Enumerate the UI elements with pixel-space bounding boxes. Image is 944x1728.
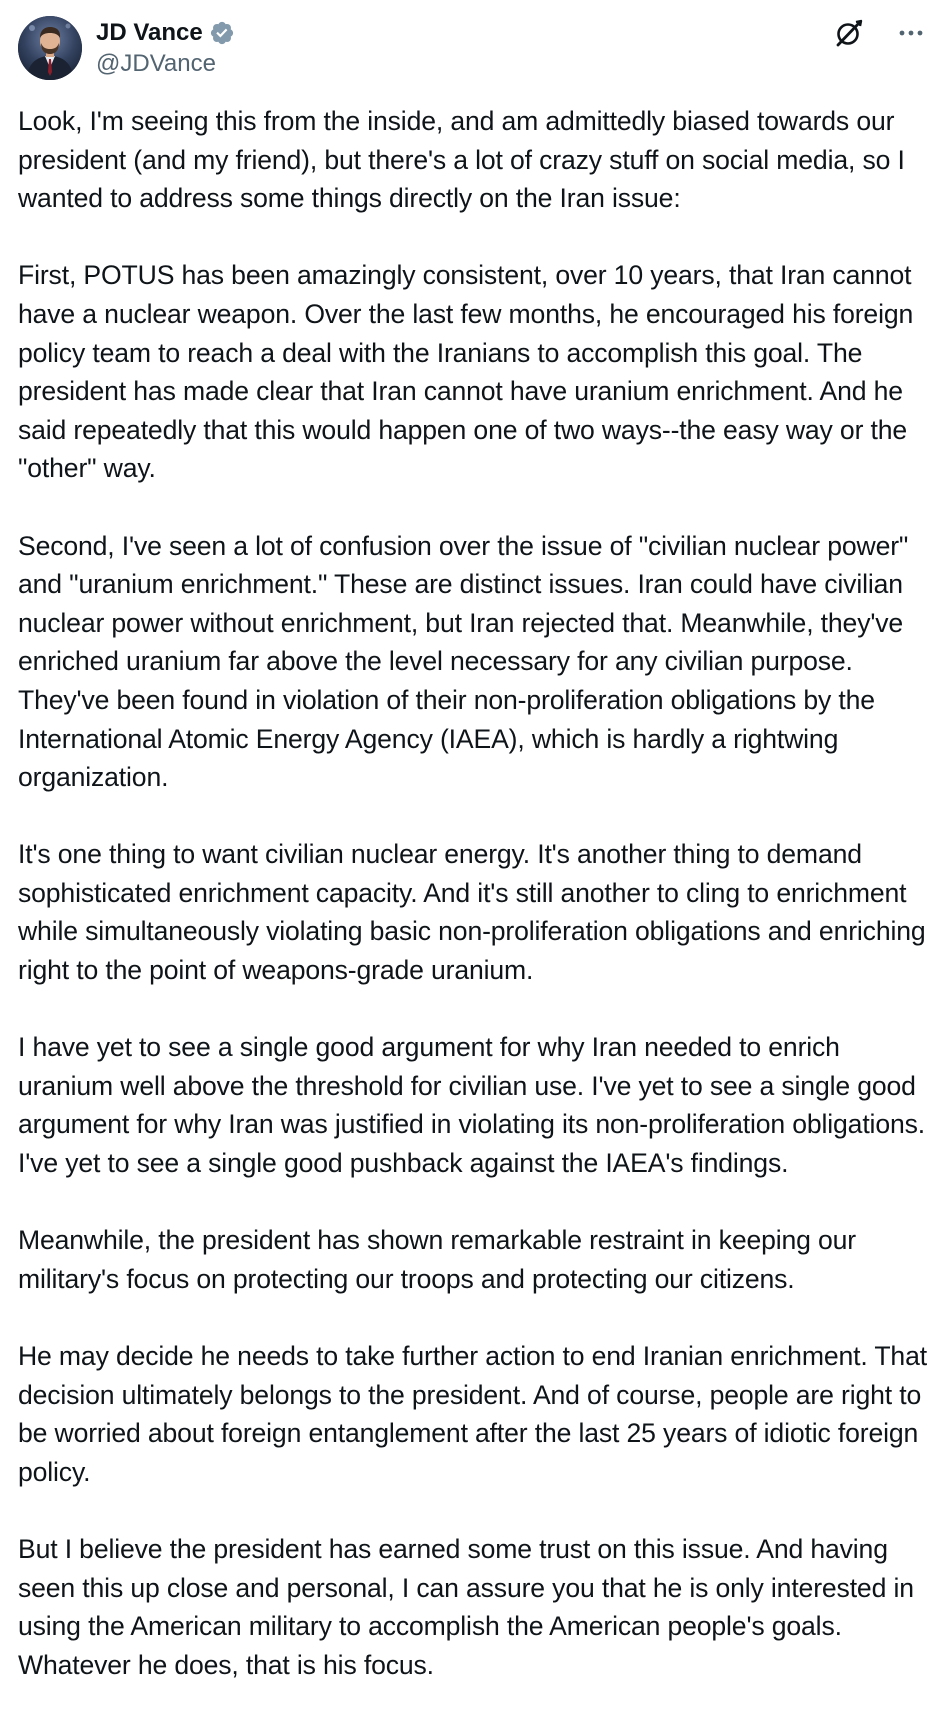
post-paragraph: But I believe the president has earned some trust on this issue. And having seen this up close and personal, I can assure you that he is only interested in using the American military to accomplish the American people's goals. Whatever he does, that is his focus. (18, 1533, 914, 1680)
author-handle[interactable]: @JDVance (96, 50, 216, 77)
display-name[interactable]: JD Vance (96, 19, 203, 46)
post-text (18, 102, 938, 1684)
post-header (18, 16, 926, 80)
grok-icon[interactable] (834, 18, 864, 48)
display-name-row (96, 18, 235, 48)
post-paragraph: He may decide he needs to take further action to end Iranian enrichment. That decision ultimately belongs to the president. And of course, people are right to be worried about foreign entanglement after the last 25 years of idiotic foreign policy. (18, 1341, 927, 1487)
avatar-photo (18, 16, 82, 80)
post-paragraph: Second, I've seen a lot of confusion over the issue of "civilian nuclear power" and "uranium enrichment." These are distinct issues. Iran could have civilian nuclear power without enrichment, but Iran rejected that. Meanwhile, they've enriched uranium far above the level necessary for any civilian purpose. They've been found in violation of their non-proliferation obligations by the International Atomic Energy Agency (IAEA), which is hardly a rightwing organization. (18, 530, 909, 793)
verified-badge-icon[interactable] (209, 20, 235, 46)
post-paragraph: It's one thing to want civilian nuclear energy. It's another thing to demand sophisticated enrichment capacity. And it's still another to cling to enrichment while simultaneously violating basic non-proliferation obligations and enriching right to the point of weapons-grade uranium. (18, 839, 926, 986)
post-paragraph: Look, I'm seeing this from the inside, and am admittedly biased towards our president (and my friend), but there's a lot of crazy stuff on social media, so I wanted to address some things directly on the Iran issue: (18, 106, 905, 214)
post-paragraph: Meanwhile, the president has shown remarkable restraint in keeping our military's focus on protecting our troops and protecting our citizens. (18, 1225, 857, 1294)
more-options-icon[interactable] (896, 18, 926, 48)
author-names (96, 18, 235, 80)
avatar[interactable] (18, 16, 82, 80)
post-paragraph: I have yet to see a single good argument for why Iran needed to enrich uranium well above the threshold for civilian use. I've yet to see a single good argument for why Iran was justified in violating its non-proliferation obligations. I've yet to see a single good pushback against the IAEA's findings. (18, 1032, 925, 1179)
post-paragraph: First, POTUS has been amazingly consistent, over 10 years, that Iran cannot have a nuclear weapon. Over the last few months, he encouraged his foreign policy team to reach a deal with the Iranians to accomplish this goal. The president has made clear that Iran cannot have uranium enrichment. And he said repeatedly that this would happen one of two ways--the easy way or the "other" way. (18, 260, 914, 484)
